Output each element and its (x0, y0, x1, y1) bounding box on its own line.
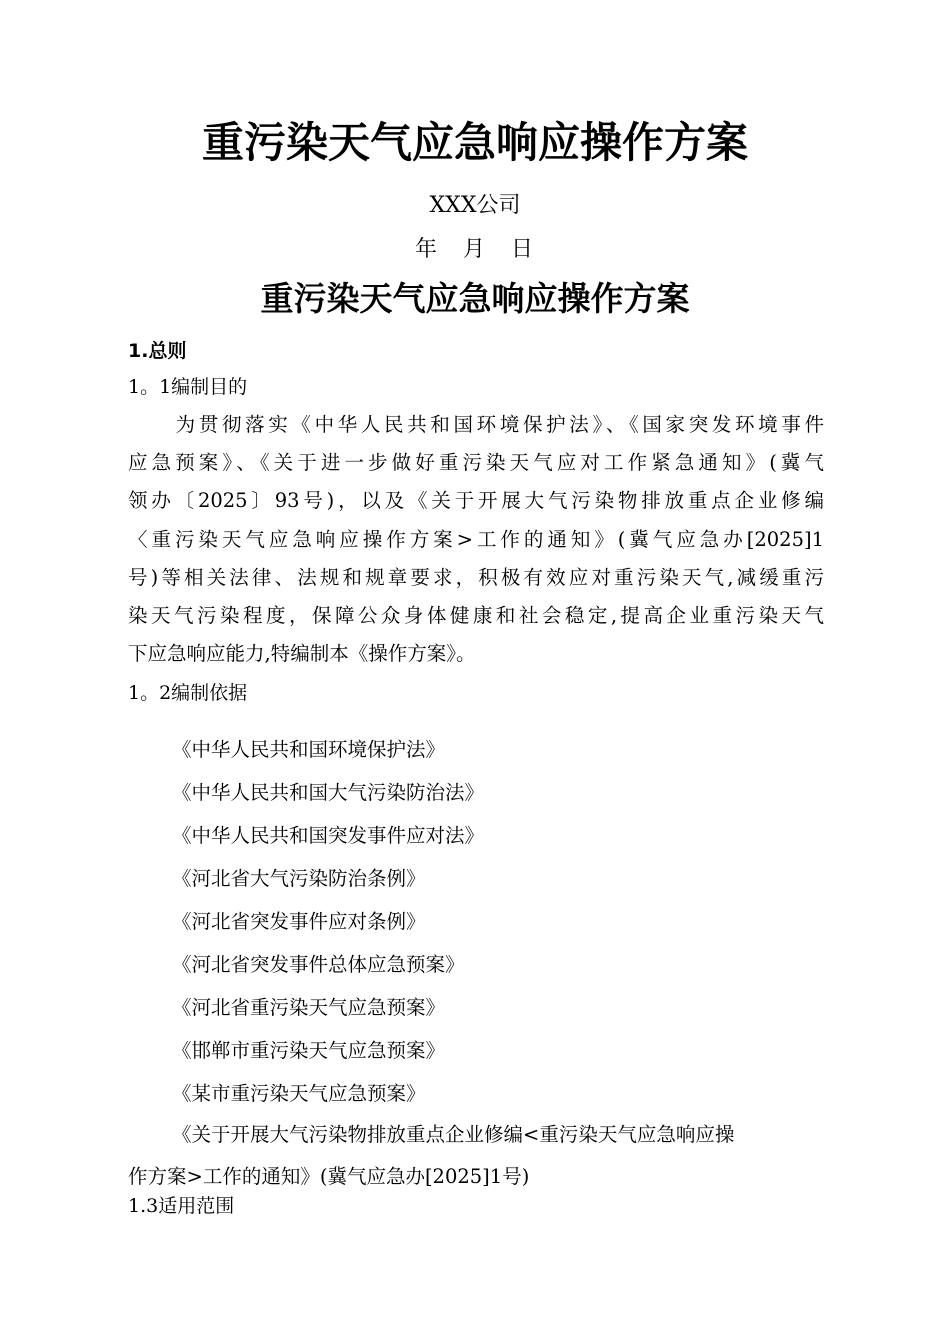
purpose-line: 染天气污染程度，保障公众身体健康和社会稳定,提高企业重污染天气 (128, 604, 824, 628)
list-item: 《河北省突发事件总体应急预案》 (172, 953, 465, 976)
subsection-heading-scope: 1.3适用范围 (128, 1195, 235, 1217)
list-item: 《河北省突发事件应对条例》 (172, 910, 426, 933)
notice-line: 作方案>工作的通知》(冀气应急办[2025]1号) (128, 1165, 530, 1188)
company-name: XXX公司 (429, 193, 521, 218)
purpose-paragraph (128, 406, 824, 673)
list-item: 《河北省重污染天气应急预案》 (172, 996, 446, 1019)
list-item: 《中华人民共和国环境保护法》 (172, 738, 446, 761)
document-sub-title: 重污染天气应急响应操作方案 (260, 279, 690, 318)
date-line: 年 月 日 (414, 237, 535, 262)
list-item: 《邯郸市重污染天气应急预案》 (172, 1039, 446, 1062)
purpose-line: 为贯彻落实《中华人民共和国环境保护法》、《国家突发环境事件 (172, 413, 824, 436)
subsection-heading-basis: 1。2编制依据 (128, 682, 248, 704)
purpose-line: 领办〔2025〕93号)，以及《关于开展大气污染物排放重点企业修编 (128, 489, 824, 513)
section-heading-general: 1.总则 (128, 340, 187, 362)
subsection-heading-purpose: 1。1编制目的 (128, 376, 248, 398)
list-item: 《河北省大气污染防治条例》 (172, 867, 426, 890)
purpose-line: 号)等相关法律、法规和规章要求，积极有效应对重污染天气,减缓重污 (128, 565, 824, 589)
purpose-line: 下应急响应能力,特编制本《操作方案》。 (128, 642, 476, 666)
notice-line: 《关于开展大气污染物排放重点企业修编<重污染天气应急响应操 (172, 1123, 735, 1146)
list-item: 《某市重污染天气应急预案》 (172, 1082, 426, 1105)
purpose-line: 〈重污染天气应急响应操作方案>工作的通知》(冀气应急办[2025]1 (128, 527, 824, 551)
list-item: 《中华人民共和国突发事件应对法》 (172, 824, 485, 847)
basis-list (172, 728, 484, 1115)
notice-reference (128, 1114, 824, 1198)
purpose-line: 应急预案》、《关于进一步做好重污染天气应对工作紧急通知》(冀气 (128, 451, 824, 475)
list-item: 《中华人民共和国大气污染防治法》 (172, 781, 485, 804)
document-main-title: 重污染天气应急响应操作方案 (201, 118, 748, 167)
